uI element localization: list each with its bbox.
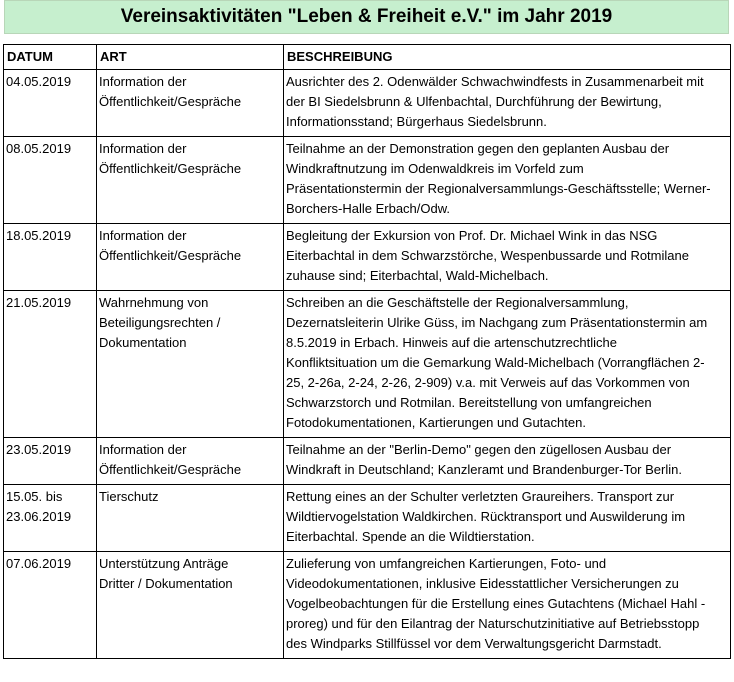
art-cell: Wahrnehmung von Beteiligungsrechten / Dokumentation	[97, 291, 284, 438]
table-row	[4, 485, 731, 552]
datum-cell: 18.05.2019	[4, 224, 97, 291]
art-cell: Information der Öffentlichkeit/Gespräche	[97, 224, 284, 291]
column-header-beschreibung: BESCHREIBUNG	[284, 45, 731, 70]
beschreibung-cell: Rettung eines an der Schulter verletzten Graureihers. Transport zur Wildtiervogelstation Waldkirchen. Rücktransport und Auswilderung im Eiterbachtal. Spende an die Wildtierstation.	[284, 485, 731, 552]
table-row	[4, 224, 731, 291]
beschreibung-cell: Teilnahme an der "Berlin-Demo" gegen den zügellosen Ausbau der Windkraft in Deutschland; Kanzleramt und Brandenburger-Tor Berlin.	[284, 438, 731, 485]
table-header-row	[4, 45, 731, 70]
table-row	[4, 438, 731, 485]
table-row	[4, 552, 731, 659]
art-cell: Information der Öffentlichkeit/Gespräche	[97, 438, 284, 485]
art-cell: Information der Öffentlichkeit/Gespräche	[97, 137, 284, 224]
art-cell: Information der Öffentlichkeit/Gespräche	[97, 70, 284, 137]
datum-cell: 04.05.2019	[4, 70, 97, 137]
activities-table	[3, 44, 731, 659]
datum-cell: 08.05.2019	[4, 137, 97, 224]
art-cell: Tierschutz	[97, 485, 284, 552]
datum-cell: 21.05.2019	[4, 291, 97, 438]
beschreibung-cell: Schreiben an die Geschäftstelle der Regionalversammlung, Dezernatsleiterin Ulrike Güss, im Nachgang zum Präsentationstermin am 8.5.2019 in Erbach. Hinweis auf die artenschutzrechtliche Konfliktsituation um die Gemarkung Wald-Michelbach (Vorrangflächen 2- 25, 2-26a, 2-24, 2-26, 2-909) v.a. mit Verweis auf das Vorkommen von Schwarzstorch und Rotmilan. Bereitstellung von umfangreichen Fotodokumentationen, Kartierungen und Gutachten.	[284, 291, 731, 438]
beschreibung-cell: Teilnahme an der Demonstration gegen den geplanten Ausbau der Windkraftnutzung im Odenwaldkreis im Vorfeld zum Präsentationstermin der Regionalversammlungs-Geschäftsstelle; Werner- Borchers-Halle Erbach/Odw.	[284, 137, 731, 224]
column-header-datum: DATUM	[4, 45, 97, 70]
table-row	[4, 70, 731, 137]
page-title: Vereinsaktivitäten "Leben & Freiheit e.V." im Jahr 2019	[4, 0, 729, 34]
datum-cell: 23.05.2019	[4, 438, 97, 485]
beschreibung-cell: Ausrichter des 2. Odenwälder Schwachwindfests in Zusammenarbeit mit der BI Siedelsbrunn & Ulfenbachtal, Durchführung der Bewirtung, Informationsstand; Bürgerhaus Siedelsbrunn.	[284, 70, 731, 137]
column-header-art: ART	[97, 45, 284, 70]
art-cell: Unterstützung Anträge Dritter / Dokumentation	[97, 552, 284, 659]
table-row	[4, 291, 731, 438]
beschreibung-cell: Zulieferung von umfangreichen Kartierungen, Foto- und Videodokumentationen, inklusive Eidesstattlicher Versicherungen zu Vogelbeobachtungen für die Erstellung eines Gutachtens (Michael Hahl - proreg) und für den Eilantrag der Naturschutzinitiative auf Betriebsstopp des Windparks Stillfüssel vor dem Verwaltungsgericht Darmstadt.	[284, 552, 731, 659]
table-row	[4, 137, 731, 224]
datum-cell: 07.06.2019	[4, 552, 97, 659]
datum-cell: 15.05. bis 23.06.2019	[4, 485, 97, 552]
beschreibung-cell: Begleitung der Exkursion von Prof. Dr. Michael Wink in das NSG Eiterbachtal in dem Schwarzstörche, Wespenbussarde und Rotmilane zuhause sind; Eiterbachtal, Wald-Michelbach.	[284, 224, 731, 291]
